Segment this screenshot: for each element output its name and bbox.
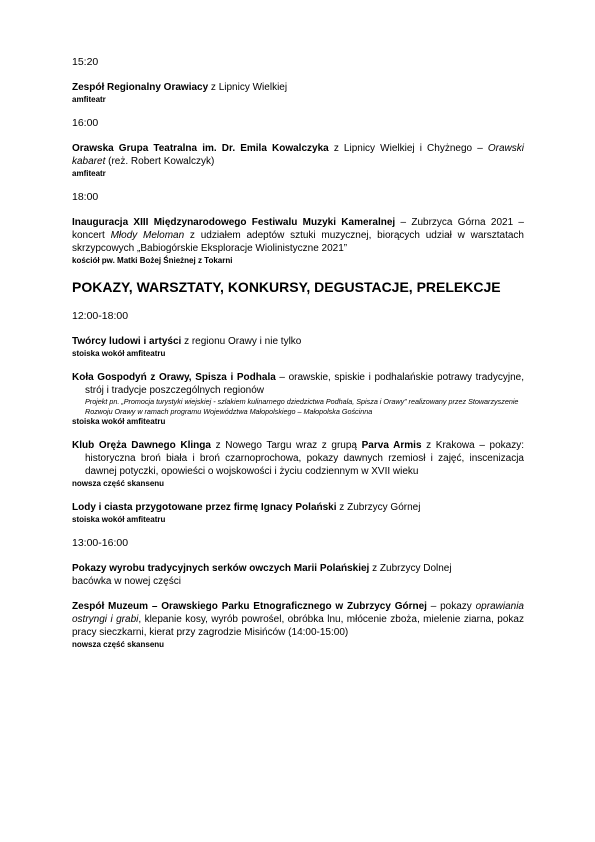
event-name: Koła Gospodyń z Orawy, Spisza i Podhala <box>72 372 276 383</box>
event-description: Lody i ciasta przygotowane przez firmę Ignacy Polański z Zubrzycy Górnej <box>72 502 421 513</box>
event-item <box>72 142 524 179</box>
event-location: stoiska wokół amfiteatru <box>72 417 166 426</box>
event-description: Koła Gospodyń z Orawy, Spisza i Podhala – orawskie, spiskie i podhalańskie potrawy tradycyjne, strój i tradycje poszczególnych regionów <box>72 372 524 396</box>
event-description: Inauguracja XIII Międzynarodowego Festiwalu Muzyki Kameralnej – Zubrzyca Górna 2021 – koncert Młody Meloman z udziałem adeptów sztuki muzycznej, biorących udział w warsztatach skrzypcowych „Babiogórskie Eksploracje Wiolinistyczne 2021” <box>72 217 524 254</box>
event-description: Twórcy ludowi i artyści z regionu Orawy i nie tylko <box>72 336 302 347</box>
event-description: Orawska Grupa Teatralna im. Dr. Emila Kowalczyka z Lipnicy Wielkiej i Chyżnego – Orawski kabaret (reż. Robert Kowalczyk) <box>72 143 524 167</box>
event-location: nowsza część skansenu <box>72 479 165 488</box>
project-note: Projekt pn. „Promocja turystyki wiejskiej - szlakiem kulinarnego dziedzictwa Podhala, Spisza i Orawy” realizowany przez Stowarzyszenie Rozwoju Orawy w ramach programu Województwa Małopolskiego – Małopolska Gościnna <box>85 397 519 416</box>
event-location: stoiska wokół amfiteatru <box>72 515 166 524</box>
event-title: oprawiania ostryngi i grabi <box>72 601 524 625</box>
event-description: Klub Oręża Dawnego Klinga z Nowego Targu wraz z grupą Parva Armis z Krakowa – pokazy: historyczna broń biała i broń czarnoprochowa, pokazy dawnych rzemiosł i zajęć, inscenizacja dawnej potyczki, opowieści o wojskowości i życiu codziennym w XVII wieku <box>72 440 525 477</box>
section-heading: POKAZY, WARSZTATY, KONKURSY, DEGUSTACJE, PRELEKCJE <box>72 279 501 295</box>
event-item <box>72 562 524 588</box>
event-name: Zespół Regionalny Orawiacy <box>72 82 209 93</box>
event-location: kościół pw. Matki Bożej Śnieżnej z Tokarni <box>72 256 233 265</box>
time-heading: 16:00 <box>72 117 99 129</box>
time-heading: 13:00-16:00 <box>72 537 129 549</box>
event-location-inline: bacówka w nowej części <box>72 576 181 587</box>
event-item <box>72 501 524 525</box>
time-heading: 15:20 <box>72 56 99 68</box>
event-title: Orawski kabaret <box>72 143 524 167</box>
event-item <box>72 335 524 359</box>
event-name-secondary: Parva Armis <box>361 440 422 451</box>
event-item <box>72 371 524 427</box>
event-location: stoiska wokół amfiteatru <box>72 349 166 358</box>
event-name: Lody i ciasta przygotowane przez firmę Ignacy Polański <box>72 502 337 513</box>
time-heading: 12:00-18:00 <box>72 310 129 322</box>
event-item <box>72 439 524 489</box>
event-description: Zespół Regionalny Orawiacy z Lipnicy Wielkiej <box>72 82 288 93</box>
event-description: Zespół Muzeum – Orawskiego Parku Etnograficznego w Zubrzycy Górnej – pokazy oprawiania ostryngi i grabi, klepanie kosy, wyrób powrośel, obróbka lnu, młócenie zboża, mielenie ziarna, pokaz pracy sieczkarni, kierat przy zagrodzie Misińców (14:00-15:00) <box>72 601 524 638</box>
program-page <box>72 56 524 662</box>
event-title: Młody Meloman <box>110 230 185 241</box>
event-item <box>72 216 524 266</box>
event-name: Zespół Muzeum – Orawskiego Parku Etnograficznego w Zubrzycy Górnej <box>72 601 427 612</box>
event-name: Pokazy wyrobu tradycyjnych serków owczych Marii Polańskiej <box>72 563 370 574</box>
event-item <box>72 600 524 650</box>
event-name: Orawska Grupa Teatralna im. Dr. Emila Kowalczyka <box>72 143 329 154</box>
event-item <box>72 81 524 105</box>
event-location: amfiteatr <box>72 95 106 104</box>
event-location: nowsza część skansenu <box>72 640 165 649</box>
event-location: amfiteatr <box>72 169 106 178</box>
event-name: Twórcy ludowi i artyści <box>72 336 182 347</box>
event-name: Inauguracja XIII Międzynarodowego Festiwalu Muzyki Kameralnej <box>72 217 396 228</box>
event-name: Klub Oręża Dawnego Klinga <box>72 440 211 451</box>
event-description: Pokazy wyrobu tradycyjnych serków owczych Marii Polańskiej z Zubrzycy Dolnej <box>72 563 452 574</box>
time-heading: 18:00 <box>72 191 99 203</box>
